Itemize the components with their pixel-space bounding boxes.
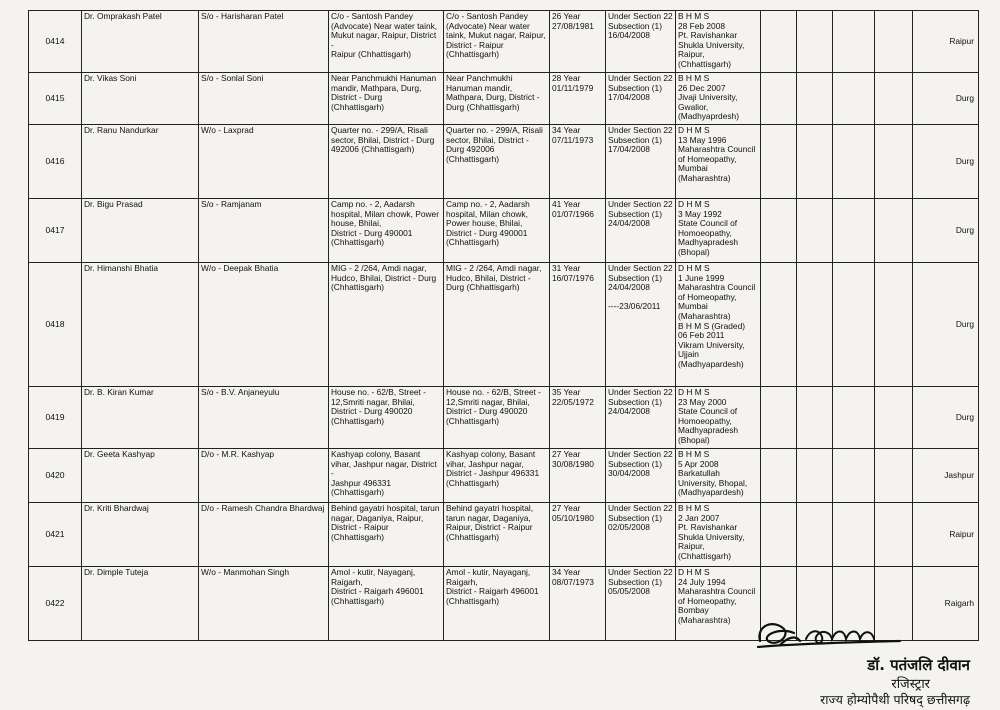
- cell-qualification: B H M S 2 Jan 2007 Pt. Ravishankar Shukla University, Raipur, (Chhattisgarh): [676, 503, 761, 567]
- cell-relation: W/o - Laxprad: [199, 125, 329, 199]
- cell-address2: Near Panchmukhi Hanuman mandir, Mathpara, Durg, District - Durg (Chhattisgarh): [444, 73, 550, 125]
- cell-relation: D/o - Ramesh Chandra Bhardwaj: [199, 503, 329, 567]
- table-body: [29, 11, 979, 641]
- organization-name: राज्य होम्योपैथी परिषद् छत्तीसगढ़: [820, 692, 970, 707]
- cell-relation: D/o - M.R. Kashyap: [199, 449, 329, 503]
- table-row: [29, 449, 979, 503]
- cell-qualification: B H M S 28 Feb 2008 Pt. Ravishankar Shukla University, Raipur, (Chhattisgarh): [676, 11, 761, 73]
- cell-address2: C/o - Santosh Pandey (Advocate) Near water taink, Mukut nagar, Raipur, District - Raipur (Chhattisgarh): [444, 11, 550, 73]
- table-row: [29, 125, 979, 199]
- cell-empty: [833, 449, 875, 503]
- cell-relation: W/o - Manmohan Singh: [199, 567, 329, 641]
- cell-age: 28 Year 01/11/1979: [550, 73, 606, 125]
- cell-empty: [833, 125, 875, 199]
- cell-empty: [797, 503, 833, 567]
- cell-empty: [761, 503, 797, 567]
- cell-district: Raigarh: [913, 567, 979, 641]
- cell-district: Raipur: [913, 503, 979, 567]
- cell-empty: [797, 449, 833, 503]
- cell-name: Dr. Himanshi Bhatia: [82, 263, 199, 387]
- cell-empty: [833, 263, 875, 387]
- cell-empty: [875, 449, 913, 503]
- cell-age: 34 Year 08/07/1973: [550, 567, 606, 641]
- cell-address2: Quarter no. - 299/A, Risali sector, Bhilai, District - Durg 492006 (Chhattisgarh): [444, 125, 550, 199]
- cell-empty: [875, 125, 913, 199]
- cell-address2: House no. - 62/B, Street - 12,Smriti nagar, Bhilai, District - Durg 490020 (Chhattisgarh): [444, 387, 550, 449]
- cell-empty: [797, 199, 833, 263]
- cell-sr: 0416: [29, 125, 82, 199]
- cell-name: Dr. Geeta Kashyap: [82, 449, 199, 503]
- cell-address1: Near Panchmukhi Hanuman mandir, Mathpara, Durg, District - Durg (Chhattisgarh): [329, 73, 444, 125]
- cell-relation: S/o - Sonlal Soni: [199, 73, 329, 125]
- signature: [750, 615, 910, 655]
- cell-age: 31 Year 16/07/1976: [550, 263, 606, 387]
- table-row: [29, 263, 979, 387]
- cell-sr: 0414: [29, 11, 82, 73]
- cell-sr: 0419: [29, 387, 82, 449]
- cell-empty: [833, 11, 875, 73]
- cell-age: 34 Year 07/11/1973: [550, 125, 606, 199]
- cell-qualification: D H M S 3 May 1992 State Council of Homoeopathy, Madhyapradesh (Bhopal): [676, 199, 761, 263]
- cell-age: 35 Year 22/05/1972: [550, 387, 606, 449]
- cell-section: Under Section 22 Subsection (1) 30/04/2008: [606, 449, 676, 503]
- cell-empty: [875, 73, 913, 125]
- signatory-title: रजिस्ट्रार: [891, 677, 930, 692]
- cell-district: Durg: [913, 263, 979, 387]
- cell-address2: MIG - 2 /264, Amdi nagar, Hudco, Bhilai, District - Durg (Chhattisgarh): [444, 263, 550, 387]
- cell-empty: [875, 387, 913, 449]
- cell-age: 27 Year 30/08/1980: [550, 449, 606, 503]
- cell-qualification: B H M S 5 Apr 2008 Barkatullah University, Bhopal, (Madhyapardesh): [676, 449, 761, 503]
- cell-age: 26 Year 27/08/1981: [550, 11, 606, 73]
- cell-empty: [797, 263, 833, 387]
- cell-empty: [761, 449, 797, 503]
- cell-section: Under Section 22 Subsection (1) 24/04/2008 ----23/06/2011: [606, 263, 676, 387]
- cell-section: Under Section 22 Subsection (1) 02/05/2008: [606, 503, 676, 567]
- table-row: [29, 503, 979, 567]
- cell-section: Under Section 22 Subsection (1) 24/04/2008: [606, 199, 676, 263]
- cell-address2: Amol - kutir, Nayaganj, Raigarh, District - Raigarh 496001 (Chhattisgarh): [444, 567, 550, 641]
- cell-address1: Camp no. - 2, Aadarsh hospital, Milan chowk, Power house, Bhilai, District - Durg 490001 (Chhattisgarh): [329, 199, 444, 263]
- cell-sr: 0415: [29, 73, 82, 125]
- cell-qualification: D H M S 13 May 1996 Maharashtra Council of Homeopathy, Mumbai (Maharashtra): [676, 125, 761, 199]
- cell-name: Dr. Omprakash Patel: [82, 11, 199, 73]
- cell-qualification: D H M S 23 May 2000 State Council of Homoeopathy, Madhyapradesh (Bhopal): [676, 387, 761, 449]
- cell-sr: 0422: [29, 567, 82, 641]
- cell-empty: [833, 199, 875, 263]
- cell-address1: C/o - Santosh Pandey (Advocate) Near water taink, Mukut nagar, Raipur, District - Raipur (Chhattisgarh): [329, 11, 444, 73]
- cell-empty: [797, 387, 833, 449]
- cell-address1: Kashyap colony, Basant vihar, Jashpur nagar, District - Jashpur 496331 (Chhattisgarh): [329, 449, 444, 503]
- cell-age: 41 Year 01/07/1966: [550, 199, 606, 263]
- cell-qualification: B H M S 26 Dec 2007 Jivaji University, Gwalior, (Madhyaprdesh): [676, 73, 761, 125]
- table-row: [29, 199, 979, 263]
- cell-address1: MIG - 2 /264, Amdi nagar, Hudco, Bhilai, District - Durg (Chhattisgarh): [329, 263, 444, 387]
- cell-empty: [875, 11, 913, 73]
- table-row: [29, 387, 979, 449]
- cell-empty: [761, 387, 797, 449]
- cell-address2: Behind gayatri hospital, tarun nagar, Daganiya, Raipur, District - Raipur (Chhattisgarh): [444, 503, 550, 567]
- cell-name: Dr. Kriti Bhardwaj: [82, 503, 199, 567]
- cell-section: Under Section 22 Subsection (1) 05/05/2008: [606, 567, 676, 641]
- cell-section: Under Section 22 Subsection (1) 16/04/2008: [606, 11, 676, 73]
- cell-empty: [833, 73, 875, 125]
- cell-name: Dr. Dimple Tuteja: [82, 567, 199, 641]
- cell-district: Durg: [913, 125, 979, 199]
- registration-table: [28, 10, 979, 641]
- cell-qualification: D H M S 1 June 1999 Maharashtra Council of Homeopathy, Mumbai (Maharashtra) B H M S (Graded) 06 Feb 2011 Vikram University, Ujjain (Madhyapardesh): [676, 263, 761, 387]
- cell-empty: [797, 73, 833, 125]
- cell-sr: 0418: [29, 263, 82, 387]
- table-row: [29, 73, 979, 125]
- cell-address1: Amol - kutir, Nayaganj, Raigarh, District - Raigarh 496001 (Chhattisgarh): [329, 567, 444, 641]
- cell-address1: Quarter no. - 299/A, Risali sector, Bhilai, District - Durg 492006 (Chhattisgarh): [329, 125, 444, 199]
- cell-empty: [875, 503, 913, 567]
- cell-district: Durg: [913, 199, 979, 263]
- cell-empty: [761, 125, 797, 199]
- cell-address2: Kashyap colony, Basant vihar, Jashpur nagar, District - Jashpur 496331 (Chhattisgarh): [444, 449, 550, 503]
- cell-relation: W/o - Deepak Bhatia: [199, 263, 329, 387]
- cell-name: Dr. B. Kiran Kumar: [82, 387, 199, 449]
- cell-empty: [833, 387, 875, 449]
- cell-empty: [833, 503, 875, 567]
- cell-district: Durg: [913, 73, 979, 125]
- table-row: [29, 11, 979, 73]
- signatory-name: डॉ. पतंजलि दीवान: [867, 656, 970, 674]
- cell-address1: House no. - 62/B, Street - 12,Smriti nagar, Bhilai, District - Durg 490020 (Chhattisgarh): [329, 387, 444, 449]
- cell-age: 27 Year 05/10/1980: [550, 503, 606, 567]
- cell-empty: [875, 199, 913, 263]
- cell-empty: [761, 11, 797, 73]
- cell-district: Durg: [913, 387, 979, 449]
- cell-relation: S/o - Harisharan Patel: [199, 11, 329, 73]
- cell-empty: [797, 125, 833, 199]
- cell-empty: [761, 263, 797, 387]
- cell-empty: [797, 11, 833, 73]
- cell-address1: Behind gayatri hospital, tarun nagar, Daganiya, Raipur, District - Raipur (Chhattisgarh): [329, 503, 444, 567]
- cell-name: Dr. Ranu Nandurkar: [82, 125, 199, 199]
- cell-empty: [875, 263, 913, 387]
- cell-sr: 0420: [29, 449, 82, 503]
- cell-section: Under Section 22 Subsection (1) 17/04/2008: [606, 73, 676, 125]
- signature-block: [730, 615, 970, 705]
- cell-relation: S/o - B.V. Anjaneyulu: [199, 387, 329, 449]
- cell-sr: 0421: [29, 503, 82, 567]
- cell-district: Jashpur: [913, 449, 979, 503]
- cell-empty: [761, 199, 797, 263]
- cell-name: Dr. Vikas Soni: [82, 73, 199, 125]
- cell-address2: Camp no. - 2, Aadarsh hospital, Milan chowk, Power house, Bhilai, District - Durg 490001 (Chhattisgarh): [444, 199, 550, 263]
- cell-section: Under Section 22 Subsection (1) 24/04/2008: [606, 387, 676, 449]
- cell-relation: S/o - Ramjanam: [199, 199, 329, 263]
- cell-qualification: D H M S 24 July 1994 Maharashtra Council of Homeopathy, Bombay (Maharashtra): [676, 567, 761, 641]
- cell-district: Raipur: [913, 11, 979, 73]
- cell-section: Under Section 22 Subsection (1) 17/04/2008: [606, 125, 676, 199]
- cell-sr: 0417: [29, 199, 82, 263]
- cell-name: Dr. Bigu Prasad: [82, 199, 199, 263]
- cell-empty: [761, 73, 797, 125]
